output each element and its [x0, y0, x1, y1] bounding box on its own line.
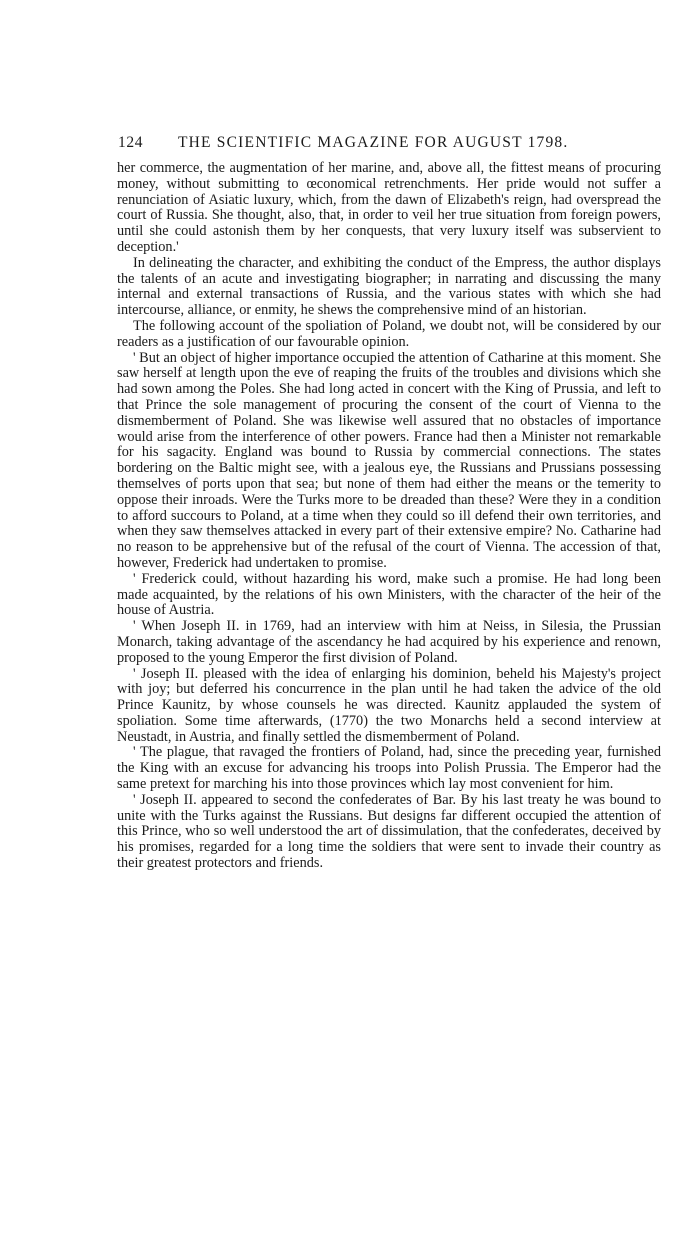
- paragraph: her commerce, the augmentation of her marine, and, above all, the fittest means of procuring money, without submitting to œconomical retrenchments. Her pride would not suffer a renunciation of Asiatic luxury, which, from the dawn of Elizabeth's reign, had overspread the court of Russia. She thought, also, that, in order to veil her true situation from foreign powers, until she could astonish them by her conquests, that very luxury itself was subservient to deception.': [117, 160, 661, 255]
- paragraph: In delineating the character, and exhibiting the conduct of the Empress, the author displays the talents of an acute and investigating biographer; in narrating and discussing the many internal and external transactions of Russia, and the various states with which she had intercourse, alliance, or enmity, he shews the comprehensive mind of an historian.: [117, 254, 661, 319]
- paragraph: The following account of the spoliation of Poland, we doubt not, will be considered by our readers as a justification of our favourable opinion.: [117, 317, 661, 350]
- body-text: [117, 161, 661, 872]
- page-header: [118, 134, 660, 158]
- page-number: 124: [118, 134, 144, 151]
- paragraph: ' Frederick could, without hazarding his word, make such a promise. He had long been made acquainted, by the relations of his own Ministers, with the character of the heir of the house of Austria.: [117, 570, 661, 619]
- paragraph: ' When Joseph II. in 1769, had an interview with him at Neiss, in Silesia, the Prussian Monarch, taking advantage of the ascendancy he had acquired by his experience and renown, proposed to the young Emperor the first division of Poland.: [117, 618, 661, 666]
- running-title: THE SCIENTIFIC MAGAZINE FOR AUGUST 1798.: [178, 134, 569, 151]
- paragraph: ' But an object of higher importance occupied the attention of Catharine at this moment. She saw herself at length upon the eve of reaping the fruits of the troubles and divisions which she had sown among the Poles. She had long acted in concert with the King of Prussia, and left to that Prince the sole management of procuring the consent of the court of Vienna to the dismemberment of Poland. She was likewise well assured that no obstacles of importance would arise from the interference of other powers. France had then a Minister not remarkable for his sagacity. England was bound to Russia by commercial connections. The states bordering on the Baltic might see, with a jealous eye, the Russians and Prussians possessing themselves of ports upon that sea; but none of them had either the means or the temerity to oppose their inroads. Were the Turks more to be dreaded than these? Were they in a condition to afford succours to Poland, at a time when they could so ill defend their own territories, and when they saw themselves attacked in every part of their extensive empire? No. Catharine had no reason to be apprehensive but of the refusal of the court of Vienna. The accession of that, however, Frederick had undertaken to promise.: [117, 349, 661, 571]
- paragraph: ' Joseph II. pleased with the idea of enlarging his dominion, beheld his Majesty's project with joy; but deferred his concurrence in the plan until he had taken the advice of the old Prince Kaunitz, by whose counsels he was directed. Kaunitz applauded the system of spoliation. Some time afterwards, (1770) the two Monarchs held a second interview at Neustadt, in Austria, and finally settled the dismemberment of Poland.: [117, 665, 661, 745]
- paragraph: ' Joseph II. appeared to second the confederates of Bar. By his last treaty he was bound to unite with the Turks against the Russians. But designs far different occupied the attention of this Prince, who so well understood the art of dissimulation, that the confederates, deceived by his promises, regarded for a long time the soldiers that were sent to invade their country as their greatest protectors and friends.: [117, 791, 661, 872]
- paragraph: ' The plague, that ravaged the frontiers of Poland, had, since the preceding year, furnished the King with an excuse for advancing his troops into Polish Prussia. The Emperor had the same pretext for marching his into those provinces which lay most convenient for him.: [117, 744, 661, 793]
